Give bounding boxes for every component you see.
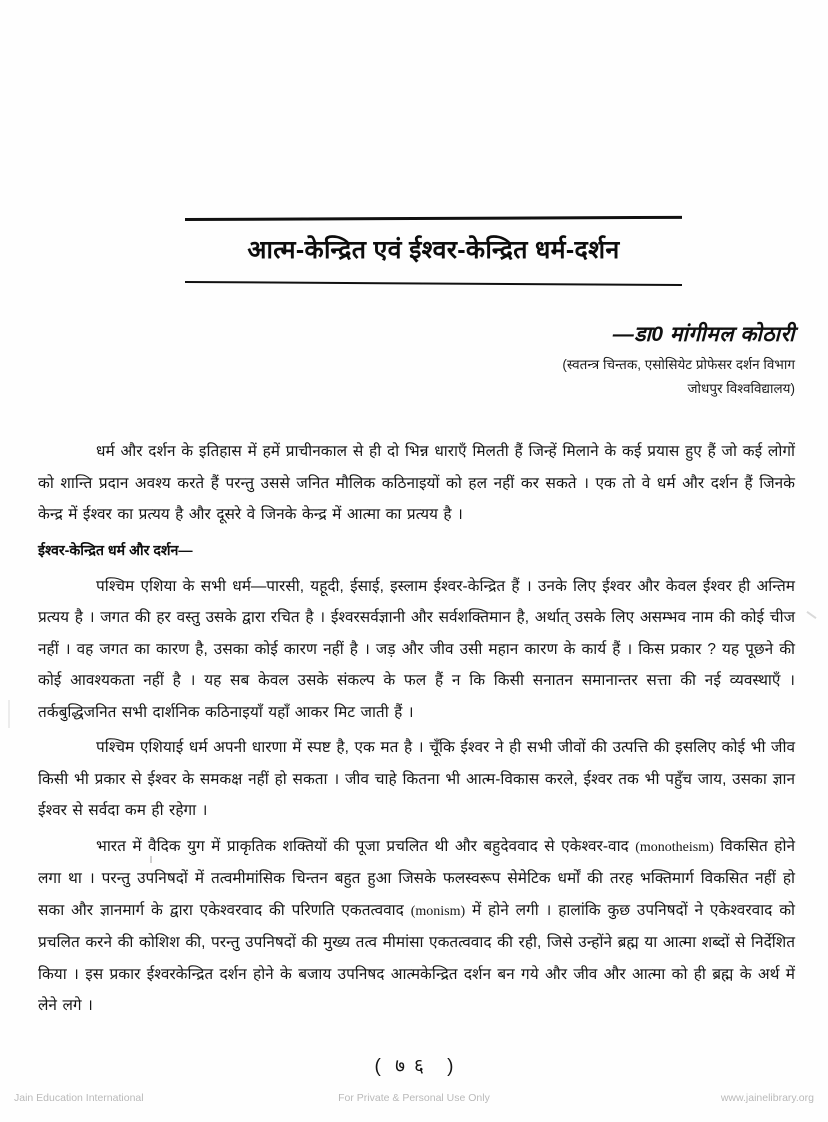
author-affiliation: [275, 353, 795, 400]
paragraph-3: पश्चिम एशियाई धर्म अपनी धारणा में स्पष्ट है, एक मत है । चूँकि ईश्वर ने ही सभी जीवों की उत्पत्ति की इसलिए कोई भी जीव किसी भी प्रकार से ईश्वर के समकक्ष नहीं हो सकता । जीव चाहे कितना भी आत्म-विकास करले, ईश्वर तक भी पहुँच जाय, उसका ज्ञान ईश्वर से सर्वदा कम ही रहेगा ।: [38, 739, 795, 819]
term-monotheism: (monotheism): [635, 839, 714, 855]
term-monism: (monism): [410, 903, 466, 919]
affiliation-line-1: (स्वतन्त्र चिन्तक, एसोसियेट प्रोफेसर दर्शन विभाग: [562, 357, 795, 373]
scan-artifact-mark: [806, 611, 816, 619]
footer-organization: Jain Education International: [14, 1092, 144, 1104]
article-body: [38, 436, 795, 1026]
footer-website: www.jainelibrary.org: [720, 1092, 814, 1104]
page-title: आत्म-केन्द्रित एवं ईश्वर-केन्द्रित धर्म-दर्शन: [247, 236, 620, 264]
title-block: [185, 218, 682, 283]
paragraph-4-part-b: विकसित होने लगा था । परन्तु उपनिषदों में तत्वमीमांसिक चिन्तन बहुत हुआ जिसके फलस्वरूप सेमेटिक धर्मों की तरह भक्तिमार्ग विकसित नहीं हो सका और ज्ञानमार्ग के द्वारा एकेश्वरवाद की परिणति एकतत्ववाद: [38, 837, 795, 919]
paragraph-1: धर्म और दर्शन के इतिहास में हमें प्राचीनकाल से ही दो भिन्न धाराएँ मिलती हैं जिन्हें मिलाने के कई प्रयास हुए हैं जो कई लोगों को शान्ति प्रदान अवश्य करते हैं परन्तु उससे जनित मौलिक कठिनाइयों को हल नहीं कर सकते । एक तो वे धर्म और दर्शन हैं जिनके केन्द्र में ईश्वर का प्रत्यय है और दूसरे वे जिनके केन्द्र में आत्मा का प्रत्यय है ।: [38, 443, 795, 523]
paragraph-4-part-a: भारत में वैदिक युग में प्राकृतिक शक्तियों की पूजा प्रचलित थी और बहुदेववाद से एकेश्वर-वाद: [96, 837, 636, 855]
page-number-close-paren: ): [447, 1056, 454, 1077]
author-block: [275, 320, 795, 401]
page-footer: [0, 1092, 828, 1122]
paragraph-4: [38, 831, 795, 1022]
footer-usage-notice: For Private & Personal Use Only: [338, 1092, 490, 1104]
paragraph-4-part-c: में होने लगी । हालांकि कुछ उपनिषदों ने एकेश्वरवाद को प्रचलित करने की कोशिश की, परन्तु उपनिषदों की मुख्य तत्व मीमांसा एकतत्ववाद की रही, जिसे उन्होंने ब्रह्म या आत्मा शब्दों से निर्देशित किया । इस प्रकार ईश्वरकेन्द्रित दर्शन होने के बजाय उपनिषद आत्मकेन्द्रित दर्शन बन गये और जीव और आत्मा को ही ब्रह्म के अर्थ में लेने लगे ।: [38, 901, 796, 1014]
title-bottom-rule: [185, 281, 682, 286]
scan-artifact-edge: [8, 700, 10, 728]
page-number-value: ७६: [395, 1056, 433, 1077]
page-number: [0, 1052, 828, 1078]
affiliation-line-2: जोधपुर विश्वविद्यालय): [687, 381, 795, 397]
section-subheading: ईश्वर-केन्द्रित धर्म और दर्शन—: [38, 542, 193, 559]
paragraph-2: पश्चिम एशिया के सभी धर्म—पारसी, यहूदी, ईसाई, इस्लाम ईश्वर-केन्द्रित हैं । उनके लिए ईश्वर और केवल ईश्वर ही अन्तिम प्रत्यय है । जगत की हर वस्तु उसके द्वारा रचित है । ईश्वरसर्वज्ञानी और सर्वशक्तिमान है, अर्थात् उसके लिए असम्भव नाम की कोई चीज नहीं । वह जगत का कारण है, उसका कोई कारण नहीं है । जड़ और जीव उसी महान कारण के कार्य हैं । किस प्रकार ? यह पूछने की कोई आवश्यकता नहीं है । यह सब केवल उसके संकल्प के फल हैं न कि किसी सनातन समानान्तर सत्ता की नई व्यवस्थाएँ । तर्कबुद्धिजनित सभी दार्शनिक कठिनाइयाँ यहाँ आकर मिट जाती हैं ।: [38, 577, 795, 721]
author-name: —डा0 मांगीमल कोठारी: [612, 323, 795, 346]
page-number-open-paren: (: [374, 1056, 381, 1077]
